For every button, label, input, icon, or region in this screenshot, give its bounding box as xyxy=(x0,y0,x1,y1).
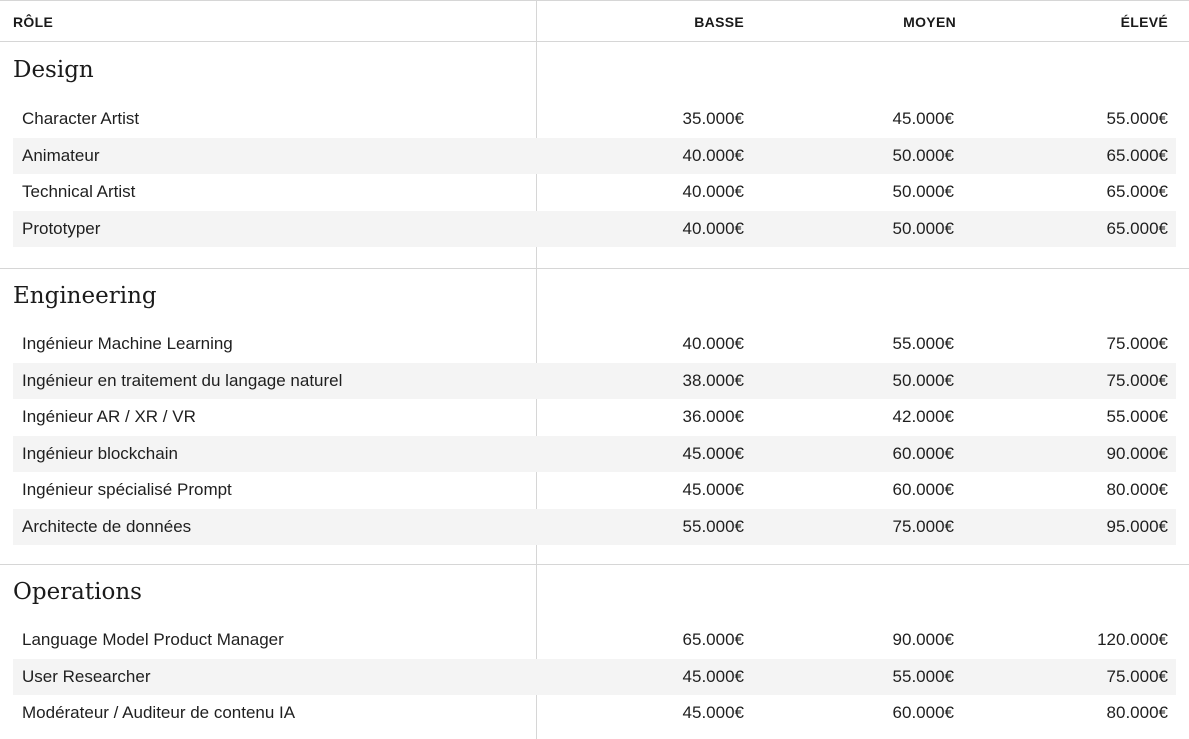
role-name: Language Model Product Manager xyxy=(22,630,284,649)
salary-high: 75.000€ xyxy=(1106,334,1168,353)
salary-low: 65.000€ xyxy=(682,630,744,649)
table-row xyxy=(13,174,1176,211)
role-name: Architecte de données xyxy=(22,516,192,536)
salary-mid: 55.000€ xyxy=(892,666,954,686)
table-row xyxy=(13,509,1176,546)
role-name: Animateur xyxy=(22,145,100,165)
salary-mid: 50.000€ xyxy=(892,182,954,201)
table-row xyxy=(13,363,1176,400)
salary-high: 55.000€ xyxy=(1106,407,1168,426)
table-row xyxy=(13,326,1176,363)
table-row xyxy=(13,101,1176,138)
role-name: Character Artist xyxy=(22,109,140,128)
section-operations xyxy=(0,564,1189,739)
salary-high: 80.000€ xyxy=(1106,480,1168,499)
salary-mid: 75.000€ xyxy=(892,516,954,536)
role-name: Ingénieur Machine Learning xyxy=(22,334,233,353)
salary-mid: 42.000€ xyxy=(892,407,954,426)
header-mid: MOYEN xyxy=(903,14,956,30)
table-row xyxy=(13,659,1176,696)
table-row xyxy=(13,399,1176,436)
role-name: Ingénieur spécialisé Prompt xyxy=(22,480,232,499)
table-row xyxy=(13,622,1176,659)
table-row xyxy=(13,436,1176,473)
salary-low: 35.000€ xyxy=(682,109,744,128)
salary-mid: 60.000€ xyxy=(892,703,954,722)
salary-mid: 50.000€ xyxy=(892,218,954,238)
salary-low: 45.000€ xyxy=(682,443,744,463)
table-row xyxy=(13,138,1176,175)
salary-low: 38.000€ xyxy=(682,370,744,390)
table-row xyxy=(13,695,1176,732)
salary-high: 65.000€ xyxy=(1106,145,1168,165)
salary-low: 40.000€ xyxy=(682,145,744,165)
salary-high: 90.000€ xyxy=(1106,443,1168,463)
salary-low: 45.000€ xyxy=(682,666,744,686)
salary-high: 80.000€ xyxy=(1106,703,1168,722)
salary-mid: 45.000€ xyxy=(892,109,954,128)
role-name: User Researcher xyxy=(22,666,151,686)
role-name: Technical Artist xyxy=(22,182,136,201)
salary-low: 40.000€ xyxy=(682,218,744,238)
salary-low: 40.000€ xyxy=(682,182,744,201)
salary-mid: 50.000€ xyxy=(892,145,954,165)
table-row xyxy=(13,472,1176,509)
section-design xyxy=(0,42,1189,268)
role-name: Ingénieur en traitement du langage naturel xyxy=(22,370,343,390)
salary-mid: 60.000€ xyxy=(892,443,954,463)
salary-low: 45.000€ xyxy=(682,480,744,499)
section-engineering xyxy=(0,268,1189,564)
salary-low: 36.000€ xyxy=(682,407,744,426)
header-role: RÔLE xyxy=(13,14,54,30)
section-title: Operations xyxy=(13,579,142,605)
salary-mid: 50.000€ xyxy=(892,370,954,390)
role-name: Modérateur / Auditeur de contenu IA xyxy=(22,703,296,722)
role-name: Ingénieur blockchain xyxy=(22,443,178,463)
header-high: ÉLEVÉ xyxy=(1120,14,1168,30)
salary-high: 75.000€ xyxy=(1106,666,1168,686)
salary-mid: 60.000€ xyxy=(892,480,954,499)
section-title: Engineering xyxy=(13,283,157,309)
section-title: Design xyxy=(13,57,94,83)
table-header xyxy=(0,0,1189,42)
salary-low: 45.000€ xyxy=(682,703,744,722)
salary-low: 40.000€ xyxy=(682,334,744,353)
salary-high: 65.000€ xyxy=(1106,218,1168,238)
table-row xyxy=(13,211,1176,248)
salary-low: 55.000€ xyxy=(682,516,744,536)
salary-high: 120.000€ xyxy=(1097,630,1168,649)
header-low: BASSE xyxy=(694,14,744,30)
salary-high: 55.000€ xyxy=(1106,109,1168,128)
salary-mid: 55.000€ xyxy=(892,334,954,353)
role-name: Ingénieur AR / XR / VR xyxy=(22,407,196,426)
salary-high: 75.000€ xyxy=(1106,370,1168,390)
salary-high: 95.000€ xyxy=(1106,516,1168,536)
role-name: Prototyper xyxy=(22,218,101,238)
salary-mid: 90.000€ xyxy=(892,630,954,649)
salary-high: 65.000€ xyxy=(1106,182,1168,201)
